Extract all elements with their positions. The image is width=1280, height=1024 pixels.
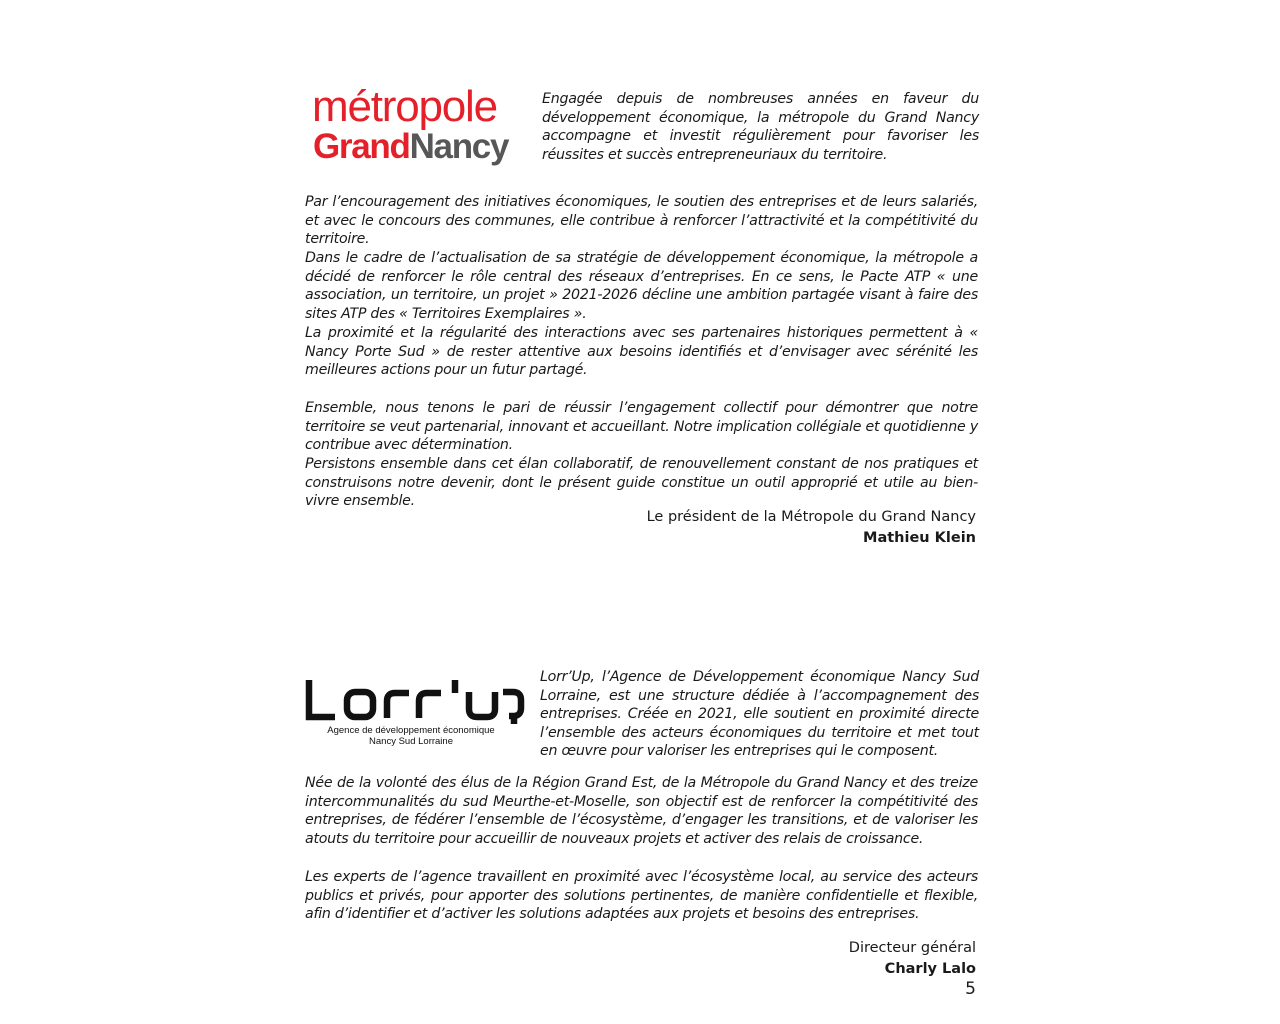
- metropole-signature-role: Le président de la Métropole du Grand Nancy: [646, 509, 976, 525]
- lorrup-signature-role: Directeur général: [848, 940, 976, 956]
- lorrup-tagline-2: Nancy Sud Lorraine: [369, 736, 453, 747]
- logo-nancy-word: Nancy: [409, 127, 509, 166]
- metropole-paragraph-5: Persistons ensemble dans cet élan collaboratif, de renouvellement constant de nos pratiques et construisons notre devenir, dont le présent guide constitue un outil approprié et utile au bien-vivre ensemble.: [305, 456, 978, 510]
- metropole-paragraph-1: Par l’encouragement des initiatives économiques, le soutien des entreprises et de leurs salariés, et avec le concours des communes, elle contribue à renforcer l’attractivité et la compétitivité du territoire.: [305, 194, 978, 248]
- page-number: 5: [965, 979, 976, 999]
- lorrup-paragraph-2: Les experts de l’agence travaillent en proximité avec l’écosystème local, au service des acteurs publics et privés, pour apporter des solutions pertinentes, de manière confidentielle et flexible, afin d’identifier et d’activer les solutions adaptées aux projets et besoins des entreprises.: [305, 869, 978, 923]
- logo-grandnancy-word: [313, 128, 508, 166]
- lorrup-logo: [305, 676, 527, 756]
- metropole-intro-paragraph: Engagée depuis de nombreuses années en faveur du développement économique, la métropole du Grand Nancy accompagne et investit régulièrement pour favoriser les réussites et succès entrepreneuriaux du territoire.: [542, 91, 979, 163]
- metropole-signature: [647, 507, 976, 549]
- lorrup-signature-name: Charly Lalo: [884, 961, 976, 977]
- lorrup-signature: [849, 938, 976, 980]
- lorrup-tagline-1: Agence de développement économique: [327, 725, 495, 736]
- metropole-paragraph-4: Ensemble, nous tenons le pari de réussir l’engagement collectif pour démontrer que notre territoire se veut partenarial, innovant et accueillant. Notre implication collégiale et quotidienne y contribue avec détermination.: [305, 400, 978, 454]
- lorrup-wordmark-icon: [305, 676, 527, 724]
- logo-grand-word: Grand: [313, 127, 410, 166]
- metropole-paragraph-3: La proximité et la régularité des interactions avec ses partenaires historiques permettent à « Nancy Porte Sud » de rester attentive aux besoins identifiés et d’envisager avec sérénité les meilleures actions pour un futur partagé.: [305, 325, 978, 379]
- logo-metropole-word: métropole: [312, 82, 497, 131]
- metropole-signature-name: Mathieu Klein: [863, 530, 976, 546]
- metropole-grand-nancy-logo: [312, 84, 524, 174]
- lorrup-intro-paragraph: Lorr’Up, l’Agence de Développement économique Nancy Sud Lorraine, est une structure dédiée à l’accompagnement des entreprises. Créée en 2021, elle soutient en proximité directe l’ensemble des acteurs économiques du territoire et met tout en œuvre pour valoriser les entreprises qui le composent.: [540, 669, 979, 760]
- lorrup-paragraph-1: Née de la volonté des élus de la Région Grand Est, de la Métropole du Grand Nancy et des treize intercommunalités du sud Meurthe-et-Moselle, son objectif est de renforcer la compétitivité des entreprises, de fédérer l’ensemble de l’écosystème, d’engager les transitions, et de valoriser les atouts du territoire pour accueillir de nouveaux projets et activer des relais de croissance.: [305, 775, 978, 847]
- metropole-paragraph-2: Dans le cadre de l’actualisation de sa stratégie de développement économique, la métropole a décidé de renforcer le rôle central des réseaux d’entreprises. En ce sens, le Pacte ATP « une association, un territoire, un projet » 2021-2026 décline une ambition partagée visant à faire des sites ATP des « Territoires Exemplaires ».: [305, 250, 978, 322]
